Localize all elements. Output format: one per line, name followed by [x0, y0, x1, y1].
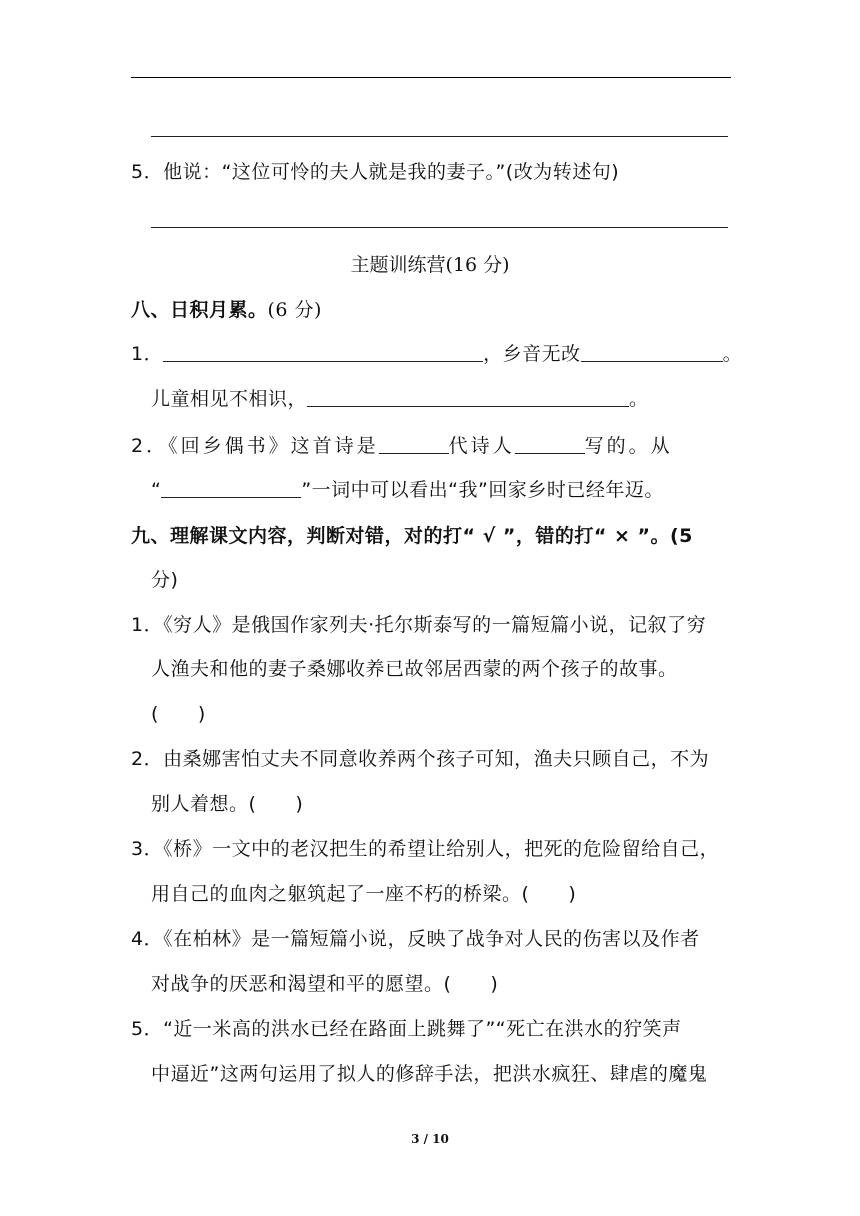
answer-line-q7-4[interactable] [151, 136, 728, 137]
list-item-cont [151, 656, 860, 682]
item-text: “近一米高的洪水已经在路面上跳舞了”“死亡在洪水的狞笑声 [163, 1018, 682, 1040]
q1-line2-end: 。 [629, 388, 649, 410]
question-number: 4． [131, 928, 164, 950]
q2-text-3: 写的。从 [584, 435, 673, 457]
q2-line2-text: ”一词中可以看出“我”回家乡时已经年迈。 [301, 479, 664, 501]
item-text: 《在柏林》是一篇短篇小说，反映了战争对人民的伤害以及作者 [163, 928, 700, 950]
list-item [131, 836, 860, 862]
answer-line-q7-5[interactable] [151, 227, 728, 228]
question-text: 他说：“这位可怜的夫人就是我的妻子。” [163, 161, 506, 183]
fill-blank[interactable] [379, 433, 449, 454]
section-9-heading-cont [151, 567, 860, 593]
q1-line2-text: 儿童相见不相识， [151, 388, 308, 410]
answer-paren-text[interactable]: ( ) [151, 703, 206, 725]
section-8-q1-line1 [131, 341, 860, 367]
section-9-heading [131, 523, 860, 549]
section-8-q2-line2 [151, 477, 860, 503]
question-number: 2． [131, 435, 169, 457]
question-instruction: (改为转述句) [505, 161, 620, 183]
question-number: 5． [131, 1018, 164, 1040]
list-item-cont [151, 791, 860, 817]
theme-title [0, 252, 860, 278]
section-9-title-cont: 分) [151, 569, 179, 591]
question-number: 1． [131, 614, 164, 636]
top-answer-line[interactable] [131, 77, 731, 78]
question-number: 2． [131, 748, 164, 770]
item-text: 用自己的血肉之躯筑起了一座不朽的桥梁。( ) [151, 883, 577, 905]
section-8-q1-line2 [151, 386, 860, 412]
fill-blank[interactable] [163, 341, 483, 362]
item-text: 《桥》一文中的老汉把生的希望让给别人，把死的危险留给自己， [163, 838, 720, 860]
answer-paren[interactable] [151, 701, 860, 727]
section-8-q2-line1 [131, 433, 860, 459]
fill-blank[interactable] [161, 477, 301, 498]
q2-open-quote: “ [151, 479, 162, 501]
list-item [131, 926, 860, 952]
page-number: 3 / 10 [411, 1132, 449, 1146]
list-item-cont [151, 971, 860, 997]
section-8-heading [131, 297, 860, 323]
item-text: 人渔夫和他的妻子桑娜收养已故邻居西蒙的两个孩子的故事。 [151, 658, 678, 680]
fill-blank[interactable] [581, 341, 723, 362]
q2-text-1: 《回乡偶书》这首诗是 [168, 435, 379, 457]
fill-blank[interactable] [307, 386, 629, 407]
list-item-cont [151, 1061, 860, 1087]
theme-title-text: 主题训练营 [350, 254, 446, 276]
q1-end: 。 [722, 343, 743, 365]
q1-text: ，乡音无改 [483, 343, 581, 365]
question-number: 1． [131, 343, 164, 365]
list-item [131, 1016, 860, 1042]
section-8-title: 八、日积月累。 [131, 299, 268, 321]
question-number: 5． [131, 161, 164, 183]
q2-text-2: 代诗人 [448, 435, 515, 457]
theme-score: (16 分) [445, 254, 510, 276]
fill-blank[interactable] [515, 433, 585, 454]
item-text: 中逼近”这两句运用了拟人的修辞手法，把洪水疯狂、肆虐的魔鬼 [151, 1063, 708, 1085]
item-text: 别人着想。( ) [151, 793, 304, 815]
section-8-score: (6 分) [267, 299, 322, 321]
list-item [131, 612, 860, 638]
list-item-cont [151, 881, 860, 907]
item-text: 由桑娜害怕丈夫不同意收养两个孩子可知，渔夫只顾自己，不为 [163, 748, 710, 770]
item-text: 《穷人》是俄国作家列夫·托尔斯泰写的一篇短篇小说，记叙了穷 [163, 614, 707, 636]
item-text: 对战争的厌恶和渴望和平的愿望。( ) [151, 973, 499, 995]
section-9-title: 九、理解课文内容，判断对错，对的打“ √ ”，错的打“ × ”。(5 [131, 525, 693, 547]
question-number: 3． [131, 838, 164, 860]
question-7-5 [131, 159, 860, 185]
list-item [131, 746, 860, 772]
